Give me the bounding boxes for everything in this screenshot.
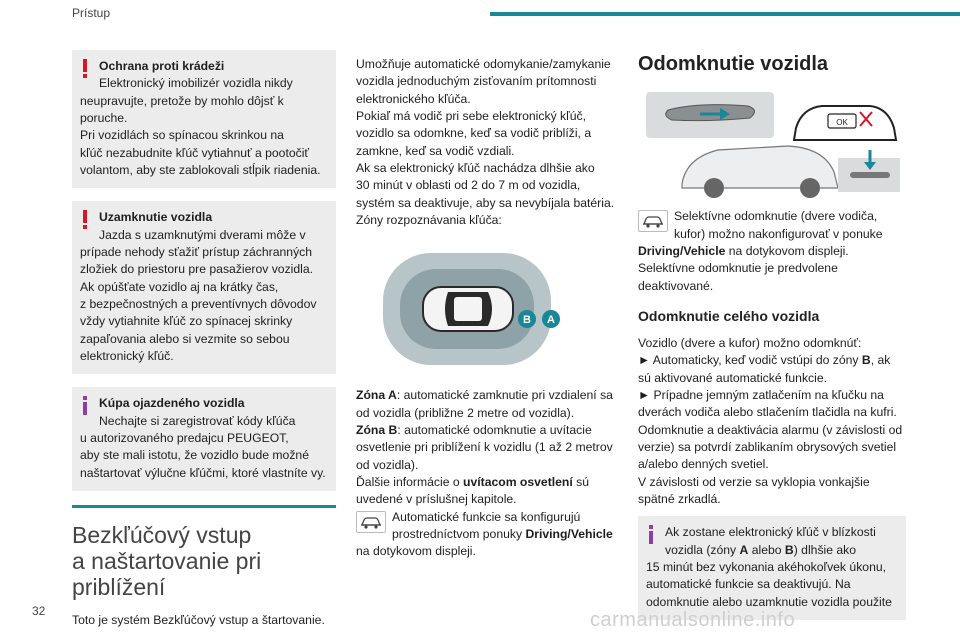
text-line: Selektívne odomknutie je predvolene bbox=[638, 261, 838, 276]
text-line: kufor) možno nakonfigurovať v ponuke bbox=[674, 226, 883, 241]
text-line: V závislosti od verzie sa vyklopia vonkajšie bbox=[638, 474, 870, 489]
zone-term: B bbox=[861, 353, 871, 368]
text-line: od vozidla (približne 2 metre od vozidla). bbox=[356, 405, 575, 420]
notice-line: prípade nehody sťažiť prístup záchranných bbox=[80, 244, 313, 259]
full-unlock-heading: Odomknutie celého vozidla bbox=[638, 308, 820, 325]
text-line: osvetlenie pri priblížení k vozidlu (1 až 2 metrov bbox=[356, 440, 613, 455]
trunk-button-image bbox=[838, 150, 900, 192]
text-line: 30 minút v oblasti od 2 do 7 m od vozidla, bbox=[356, 178, 581, 193]
zone-a-description bbox=[356, 387, 618, 422]
heading-line: priblížení bbox=[72, 573, 166, 600]
text-line: a/alebo denných svetiel. bbox=[638, 457, 769, 472]
selective-unlock-note bbox=[638, 208, 906, 243]
column-middle bbox=[356, 56, 618, 561]
notice-used-vehicle bbox=[72, 387, 336, 491]
zone-a-term: Zóna A bbox=[356, 388, 397, 403]
text-line: spätné zrkadlá. bbox=[638, 491, 721, 506]
notice-title: Kúpa ojazdeného vozidla bbox=[99, 396, 245, 411]
section-title: Prístup bbox=[72, 6, 111, 20]
watermark: carmanualsonline.info bbox=[590, 609, 796, 631]
header-accent-bar bbox=[490, 12, 960, 16]
notice-line: volantom, aby ste zablokovali stĺpik riadenia. bbox=[80, 162, 321, 177]
notice-line: kľúč nezabudnite kľúč vytiahnuť a pootočiť bbox=[80, 145, 309, 160]
notice-line: naštartovať výlučne kľúčmi, ktoré vlastníte vy. bbox=[80, 465, 326, 480]
car-settings-icon bbox=[356, 511, 386, 533]
car-settings-icon bbox=[638, 210, 668, 232]
notice-theft-protection bbox=[72, 50, 336, 188]
notice-title: Uzamknutie vozidla bbox=[99, 210, 213, 225]
keyless-heading bbox=[72, 522, 336, 600]
text-fragment: ► Automaticky, keď vodič vstúpi do zóny bbox=[638, 353, 862, 368]
text-line: Selektívne odomknutie (dvere vodiča, bbox=[674, 209, 878, 224]
text-line: vozidlo sa odomkne, keď sa vodič priblíži, a bbox=[356, 126, 592, 141]
zone-b-label: B bbox=[523, 314, 531, 327]
text-line: dverách vodiča alebo stlačením tlačidla na kufri. bbox=[638, 405, 897, 420]
notice-first-line: Ak zostane elektronický kľúč v blízkosti bbox=[665, 525, 876, 540]
key-zone-diagram-svg bbox=[356, 239, 618, 379]
text-line: zamkne, keď sa vodič vzdiali. bbox=[356, 143, 515, 158]
text-fragment: alebo bbox=[748, 542, 785, 557]
notice-line: elektronický kľúč. bbox=[80, 348, 174, 363]
text-line: Zóny rozpoznávania kľúča: bbox=[356, 212, 502, 227]
notice-first-line: Nechajte si zaregistrovať kódy kľúča bbox=[99, 413, 296, 428]
text-line: deaktivované. bbox=[638, 278, 714, 293]
zone-term: A bbox=[739, 542, 749, 557]
door-handle-image bbox=[646, 92, 774, 138]
notice-vehicle-locking bbox=[72, 201, 336, 374]
text-line: verzie) sa potvrdí zablikaním obrysových svetiel bbox=[638, 439, 897, 454]
notice-line: odomknutie alebo uzamknutie vozidla použite bbox=[646, 594, 892, 609]
full-unlock-body bbox=[638, 335, 906, 508]
text-line: systém sa deaktivuje, aby sa nevybíjala batéria. bbox=[356, 195, 615, 210]
notice-first-line: Jazda s uzamknutými dverami môže v bbox=[99, 227, 306, 242]
info-icon bbox=[82, 396, 88, 415]
heading-line: Bezkľúčový vstup bbox=[72, 521, 252, 548]
zone-b-description bbox=[356, 422, 618, 474]
text-fragment: ) dlhšie ako bbox=[793, 542, 857, 557]
notice-line: zapaľovania alebo si vezmite so sebou bbox=[80, 331, 290, 346]
notice-auto-deactivation bbox=[638, 516, 906, 620]
unlock-illustration bbox=[638, 88, 906, 198]
notice-line: automatické funkcie sa deaktivujú. Na bbox=[646, 577, 851, 592]
text-line: Umožňuje automatické odomykanie/zamykanie bbox=[356, 57, 611, 71]
car-rear-view-image bbox=[682, 146, 838, 198]
zone-term: B bbox=[784, 542, 794, 557]
text-line: na dotykovom displeji. bbox=[356, 544, 476, 559]
text-line: vozidla jednoduchým zisťovaním prítomnosti bbox=[356, 74, 597, 89]
notice-first-line: Elektronický imobilizér vozidla nikdy bbox=[99, 76, 293, 91]
text-fragment: Ďalšie informácie o bbox=[356, 474, 464, 489]
warning-icon bbox=[82, 59, 88, 78]
notice-title: Ochrana proti krádeži bbox=[99, 59, 225, 73]
text-fragment: : automatické zamknutie pri vzdialení sa bbox=[396, 388, 613, 403]
notice-line: z bezpečnostných a preventívnych dôvodov bbox=[80, 296, 317, 311]
text-fragment: : automatické odomknutie a uvítacie bbox=[397, 422, 592, 437]
column-left bbox=[72, 50, 336, 629]
ok-label: OK bbox=[836, 118, 848, 128]
welcome-lighting-term: uvítacom osvetlení bbox=[463, 474, 573, 489]
notice-line: aby ste mali istotu, že vozidlo bude možné bbox=[80, 448, 309, 463]
text-fragment: prostredníctvom ponuky bbox=[392, 526, 526, 541]
unlock-illustration-svg bbox=[638, 88, 906, 198]
config-note bbox=[356, 509, 618, 544]
zone-b-term: Zóna B bbox=[356, 422, 398, 437]
keyless-description bbox=[356, 56, 618, 229]
unlock-heading: Odomknutie vozidla bbox=[638, 53, 829, 75]
keyless-intro: Toto je systém Bezkľúčový vstup a štartovanie. bbox=[72, 612, 325, 627]
notice-line: zložiek do priestoru pre pasažierov vozidla. bbox=[80, 262, 314, 277]
welcome-lighting-ref bbox=[356, 474, 618, 509]
notice-line: Pri vozidlách so spínacou skrinkou na bbox=[80, 128, 284, 143]
heading-line: a naštartovanie pri bbox=[72, 547, 262, 574]
column-right bbox=[638, 50, 906, 633]
info-icon bbox=[648, 525, 654, 544]
text-line: sú aktivované automatické funkcie. bbox=[638, 370, 828, 385]
text-line: Automatické funkcie sa konfigurujú bbox=[392, 509, 581, 524]
text-line: Ak sa elektronický kľúč nachádza dlhšie ako bbox=[356, 160, 595, 175]
menu-term: Driving/Vehicle bbox=[638, 244, 726, 259]
key-zone-diagram bbox=[356, 239, 618, 379]
text-fragment: vozidla (zóny bbox=[665, 542, 740, 557]
page-number: 32 bbox=[32, 604, 46, 618]
notice-line: poruche. bbox=[80, 110, 128, 125]
text-line: uvedené v príslušnej kapitole. bbox=[356, 492, 517, 507]
notice-line: 15 minút bez vykonania akéhokoľvek úkonu, bbox=[646, 559, 887, 574]
text-line: Vozidlo (dvere a kufor) možno odomknúť: bbox=[638, 335, 862, 350]
selective-unlock-body bbox=[638, 243, 906, 295]
car-door-ok-icon bbox=[794, 106, 896, 140]
section-rule bbox=[72, 505, 336, 508]
text-fragment: sú bbox=[572, 474, 590, 489]
notice-line: u autorizovaného predajcu PEUGEOT, bbox=[80, 430, 289, 445]
car-top-view-icon bbox=[423, 287, 513, 331]
menu-term: Driving/Vehicle bbox=[525, 526, 613, 541]
notice-line: neupravujte, pretože by mohlo dôjsť k bbox=[80, 93, 284, 108]
text-line: Odomknutie a deaktivácia alarmu (v závislosti od bbox=[638, 422, 903, 437]
text-line: od vozidla). bbox=[356, 457, 419, 472]
text-line: elektronického kľúča. bbox=[356, 91, 471, 106]
text-line: ► Prípadne jemným zatlačením na kľučku na bbox=[638, 387, 884, 402]
text-line: Pokiaľ má vodič pri sebe elektronický kľúč, bbox=[356, 108, 586, 123]
warning-icon bbox=[82, 210, 88, 229]
zone-a-label: A bbox=[547, 314, 555, 327]
notice-line: vždy vytiahnite kľúč zo spínacej skrinky bbox=[80, 314, 293, 329]
text-fragment: , ak bbox=[870, 353, 891, 368]
text-fragment: na dotykovom displeji. bbox=[725, 244, 849, 259]
notice-line: Ak opúšťate vozidlo aj na krátky čas, bbox=[80, 279, 279, 294]
